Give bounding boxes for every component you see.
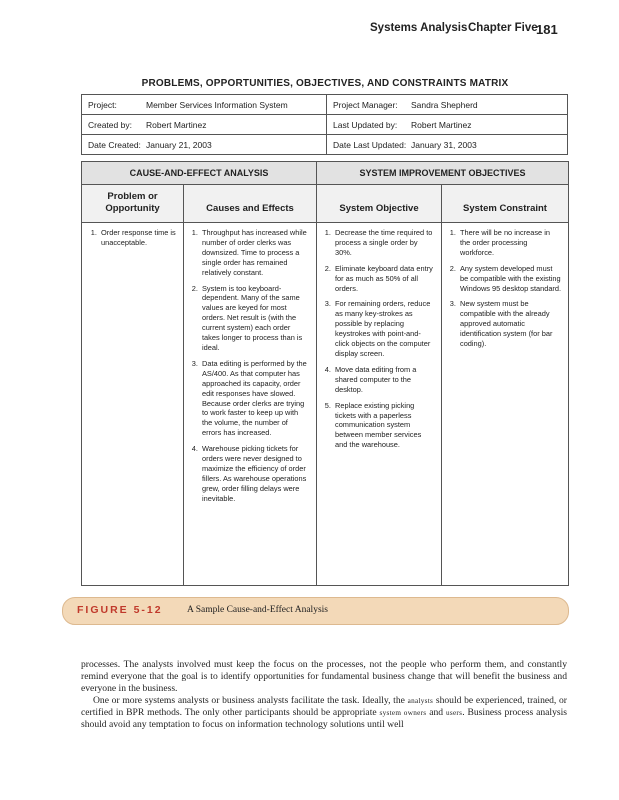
list-item: 1. Order response time is unacceptable. [99,228,179,248]
text-run: . Business process analysis should avoid any temptation to focus on information technology solutions until well [81,707,567,730]
list-item: 3. Data editing is performed by the AS/400. As that computer has approached its capacity, order edit responses have slowed. Because order clerks are trying to work faster to keep up with the volume, the number of errors has increased. [200,359,308,438]
project-value: Member Services Information System [146,99,288,110]
small-caps-term: users [445,709,463,717]
col-header-objective: System Objective [317,185,441,222]
updated-by-value: Robert Martinez [411,119,472,130]
manager-label: Project Manager: [333,99,398,110]
paragraph: processes. The analysts involved must keep the focus on the processes, not the people who perform them, and constantly remind everyone that the goal is to identify opportunities for fundamental business change that will benefit the business and everyone in the business. [81,659,567,694]
date-created-value: January 21, 2003 [146,139,212,150]
project-label: Project: [88,99,117,110]
project-info-table [81,94,568,155]
created-by-cell [82,115,327,135]
problem-cell [87,228,179,254]
list-item: 4. Warehouse picking tickets for orders were never designed to maximize the efficiency of order fillers. As warehouse operations grew, order filling delays were inevitable. [200,444,308,503]
list-item: 1. Throughput has increased while number of order clerks was downsized. Time to process a single order has remained relatively constant. [200,228,308,278]
updated-by-label: Last Updated by: [333,119,398,130]
list-item: 1. Decrease the time required to process a single order by 30%. [333,228,435,258]
constraint-cell [446,228,562,355]
manager-value: Sandra Shepherd [411,99,478,110]
matrix-title: PROBLEMS, OPPORTUNITIES, OBJECTIVES, AND CONSTRAINTS MATRIX [141,78,509,89]
causes-cell [188,228,308,510]
divider [82,184,568,185]
list-item: 1. There will be no increase in the order processing workforce. [458,228,562,258]
date-created-label: Date Created: [88,139,141,150]
list-item: 3. For remaining orders, reduce as many key-strokes as possible by replacing keystrokes with point-and-click objects on the computer display screen. [333,299,435,358]
paragraph [81,695,567,731]
figure-label: FIGURE 5-12 [77,604,163,616]
section-cause-effect: CAUSE-AND-EFFECT ANALYSIS [82,162,316,184]
figure-caption-bar [62,597,569,625]
created-by-label: Created by: [88,119,132,130]
divider [82,222,568,223]
body-text [81,659,567,731]
date-updated-value: January 31, 2003 [411,139,477,150]
cause-effect-matrix [81,161,569,586]
small-caps-term: analysts [407,697,434,705]
list-item: 4. Move data editing from a shared computer to the desktop. [333,365,435,395]
book-title: Systems Analysis [370,22,468,34]
list-item: 5. Replace existing picking tickets with a paperless communication system between member services and the warehouse. [333,401,435,451]
text-run: and [429,707,444,718]
created-by-value: Robert Martinez [146,119,207,130]
list-item: 3. New system must be compatible with the already approved automatic identification system (for bar coding). [458,299,562,349]
manager-cell [327,95,568,115]
chapter-label: Chapter Five [468,22,538,34]
small-caps-term: system owners [379,709,427,717]
text-run: One or more systems analysts or business analysts facilitate the task. Ideally, the [93,695,405,706]
col-header-constraint: System Constraint [442,185,568,222]
divider [183,185,184,585]
date-updated-label: Date Last Updated: [333,139,407,150]
text-run: should be experienced, trained, or certified in BPR methods. The only other participants should be appropriate [81,695,567,718]
col-header-causes: Causes and Effects [184,185,316,222]
list-item: 2. Eliminate keyboard data entry for as much as 50% of all orders. [333,264,435,294]
project-cell [82,95,327,115]
objective-cell [321,228,435,456]
list-item: 2. Any system developed must be compatible with the existing Windows 95 desktop standard. [458,264,562,294]
divider [441,185,442,585]
date-created-cell [82,135,327,155]
figure-caption: A Sample Cause-and-Effect Analysis [187,605,328,615]
col-header-problem: Problem or Opportunity [82,185,183,222]
list-item: 2. System is too keyboard-dependent. Many of the same values are keyed for most orders. Net result is (with the current system) each order takes longer to process than is ideal. [200,284,308,353]
divider [316,162,317,585]
date-updated-cell [327,135,568,155]
section-system-objectives: SYSTEM IMPROVEMENT OBJECTIVES [317,162,568,184]
page-number: 181 [536,22,558,37]
updated-by-cell [327,115,568,135]
